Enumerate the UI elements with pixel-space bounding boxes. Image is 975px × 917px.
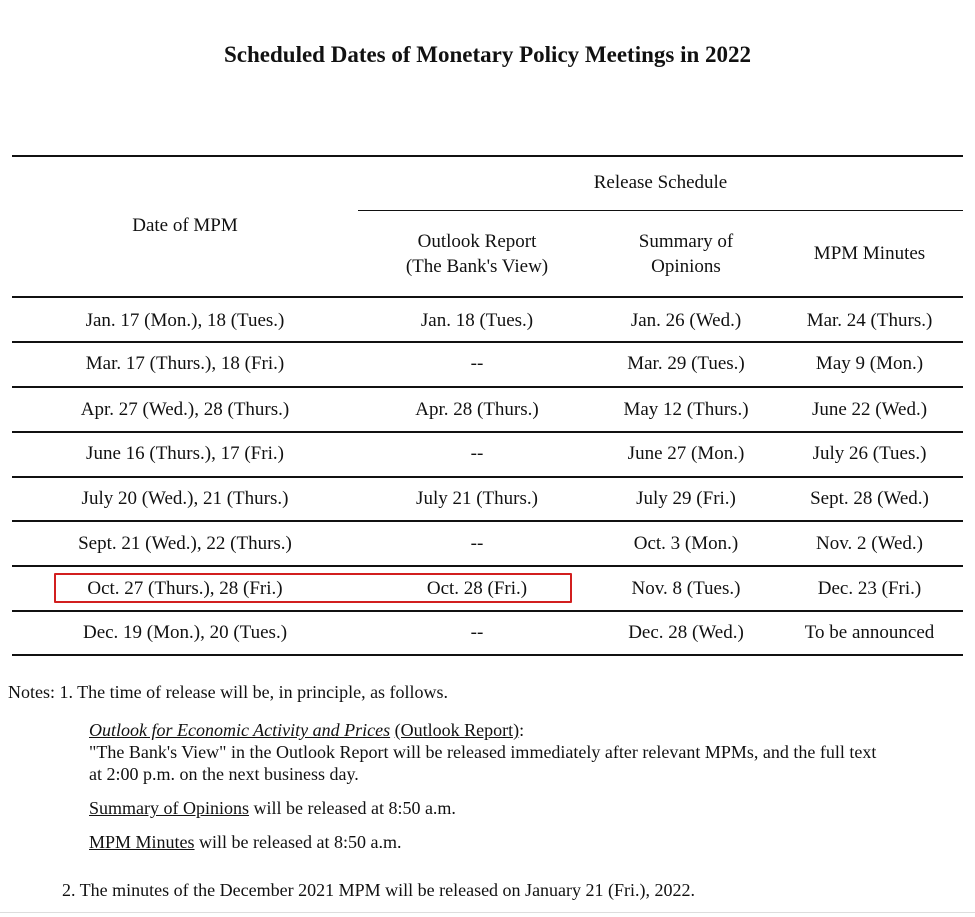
outlook-cell: --: [470, 533, 484, 554]
notes-summary: [89, 797, 456, 819]
row-divider: [12, 565, 963, 567]
outlook-cell: --: [470, 443, 484, 464]
summary-cell: Jan. 26 (Wed.): [630, 310, 742, 331]
date-cell: Apr. 27 (Wed.), 28 (Thurs.): [80, 399, 290, 420]
minutes-cell: Nov. 2 (Wed.): [816, 533, 923, 554]
outlook-cell: --: [470, 622, 484, 643]
release-schedule-header: Release Schedule: [593, 172, 728, 193]
date-cell: Oct. 27 (Thurs.), 28 (Fri.): [87, 578, 283, 599]
minutes-label: MPM Minutes: [89, 832, 195, 852]
table-bottom-rule: [12, 654, 963, 656]
release-header-rule: [358, 210, 963, 211]
summary-cell: Oct. 3 (Mon.): [633, 533, 739, 554]
date-cell: Sept. 21 (Wed.), 22 (Thurs.): [78, 533, 292, 554]
summary-cell: July 29 (Fri.): [636, 488, 736, 509]
minutes-cell: May 9 (Mon.): [815, 353, 924, 374]
outlook-title: Outlook for Economic Activity and Prices: [89, 720, 391, 740]
outlook-colon: :: [519, 720, 525, 740]
bottom-divider: [0, 912, 975, 913]
row-divider: [12, 476, 963, 478]
notes-outlook-heading: [89, 719, 524, 741]
table-top-rule: [12, 155, 963, 157]
outlook-paren: (Outlook Report): [394, 720, 520, 740]
date-cell: July 20 (Wed.), 21 (Thurs.): [81, 488, 289, 509]
row-divider: [12, 431, 963, 433]
minutes-rest: will be released at 8:50 a.m.: [194, 832, 402, 852]
date-cell: June 16 (Thurs.), 17 (Fri.): [86, 443, 284, 464]
notes-line-2: 2. The minutes of the December 2021 MPM will be released on January 21 (Fri.), 2022.: [62, 880, 696, 900]
outlook-cell: Jan. 18 (Tues.): [420, 310, 534, 331]
summary-cell: May 12 (Thurs.): [623, 399, 749, 420]
summary-cell: Mar. 29 (Tues.): [627, 353, 745, 374]
minutes-cell: June 22 (Wed.): [811, 399, 928, 420]
minutes-cell: July 26 (Tues.): [812, 443, 927, 464]
outlook-cell: Apr. 28 (Thurs.): [415, 399, 539, 420]
date-cell: Mar. 17 (Thurs.), 18 (Fri.): [85, 353, 285, 374]
row-divider: [12, 520, 963, 522]
highlight-box: [54, 573, 572, 603]
date-cell: Dec. 19 (Mon.), 20 (Tues.): [82, 622, 288, 643]
minutes-cell: To be announced: [804, 622, 935, 643]
outlook-header-line1: Outlook Report: [417, 231, 537, 252]
date-of-mpm-header: Date of MPM: [132, 215, 238, 236]
summary-label: Summary of Opinions: [89, 798, 249, 818]
header-bottom-rule: [12, 296, 963, 298]
summary-rest: will be released at 8:50 a.m.: [249, 798, 456, 818]
summary-cell: Dec. 28 (Wed.): [628, 622, 744, 643]
outlook-cell: July 21 (Thurs.): [416, 488, 538, 509]
summary-header-line1: Summary of: [638, 231, 734, 252]
minutes-cell: Dec. 23 (Fri.): [817, 578, 922, 599]
minutes-cell: Sept. 28 (Wed.): [810, 488, 929, 509]
outlook-cell: Oct. 28 (Fri.): [426, 578, 528, 599]
notes-outlook-text-2: at 2:00 p.m. on the next business day.: [89, 764, 359, 784]
summary-cell: June 27 (Mon.): [627, 443, 745, 464]
row-divider: [12, 341, 963, 343]
outlook-report-header: [368, 229, 586, 279]
page-title: Scheduled Dates of Monetary Policy Meetings in 2022: [223, 42, 752, 67]
outlook-cell: --: [470, 353, 484, 374]
notes-outlook-text-1: "The Bank's View" in the Outlook Report will be released immediately after relevant MPMs, and the full text: [89, 742, 877, 762]
row-divider: [12, 610, 963, 612]
date-cell: Jan. 17 (Mon.), 18 (Tues.): [85, 310, 285, 331]
mpm-minutes-header: MPM Minutes: [813, 243, 926, 264]
summary-of-opinions-header: [586, 229, 786, 279]
row-divider: [12, 386, 963, 388]
summary-header-line2: Opinions: [651, 256, 721, 277]
summary-cell: Nov. 8 (Tues.): [631, 578, 741, 599]
outlook-header-line2: (The Bank's View): [405, 256, 549, 277]
notes-line-1: Notes: 1. The time of release will be, in principle, as follows.: [8, 682, 449, 702]
notes-minutes: [89, 831, 401, 853]
minutes-cell: Mar. 24 (Thurs.): [806, 310, 933, 331]
